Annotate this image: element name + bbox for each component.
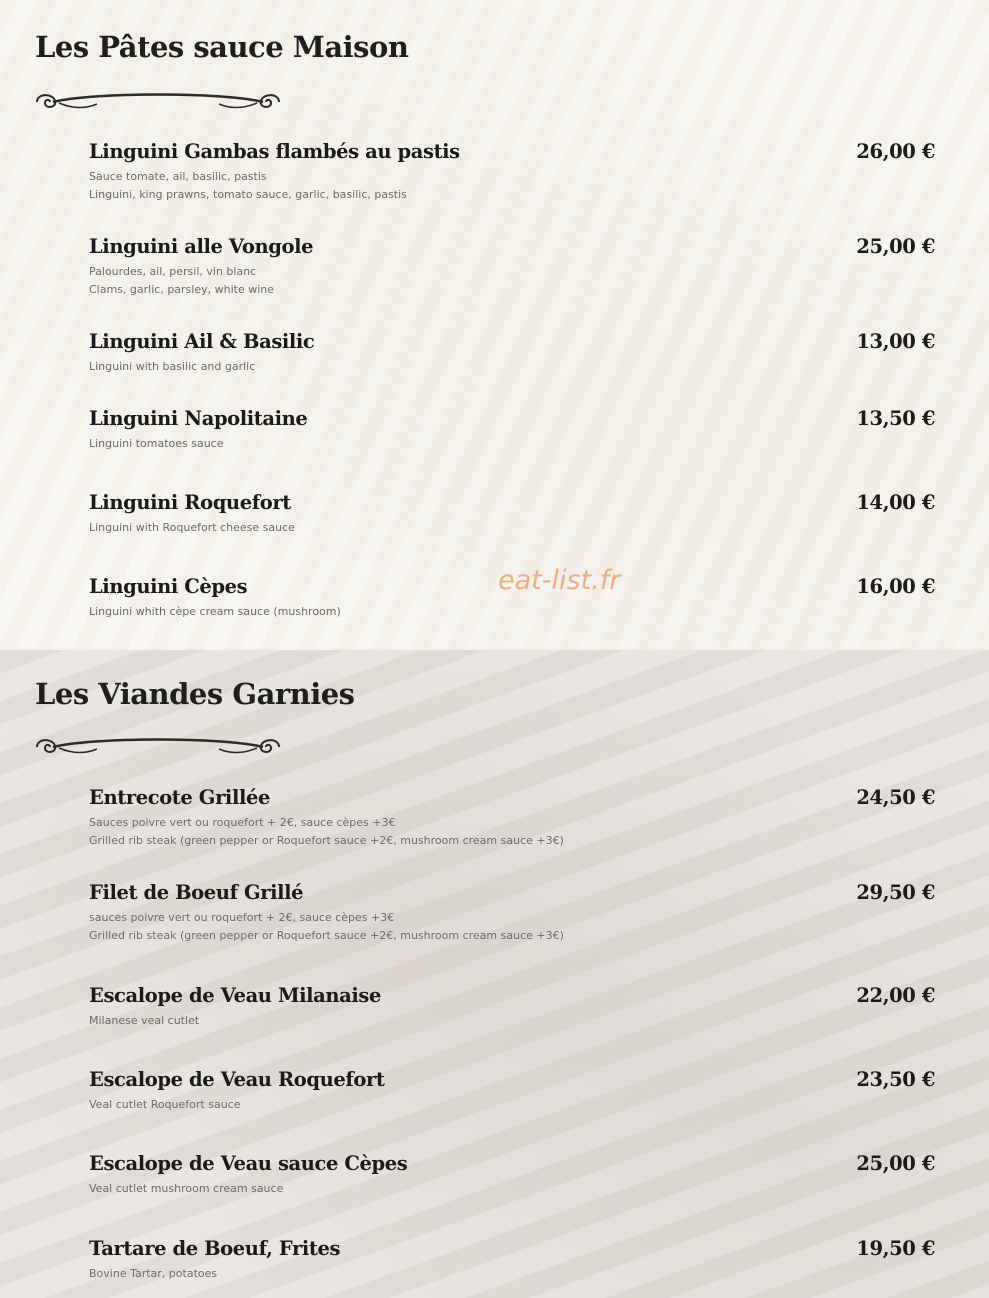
dish-name: Escalope de Veau Milanaise [89,984,382,1007]
dish-description-en: Grilled rib steak (green pepper or Roquefort sauce +2€, mushroom cream sauce +3€) [89,834,564,847]
dish-description: Sauces poivre vert ou roquefort + 2€, sauce cèpes +3€ [89,816,396,829]
menu-item [89,140,935,204]
menu-item [89,786,935,850]
dish-price: 19,50 € [856,1237,935,1260]
dish-price: 16,00 € [856,575,935,598]
dish-description: Bovine Tartar, potatoes [89,1267,218,1280]
dish-description-en: Grilled rib steak (green pepper or Roquefort sauce +2€, mushroom cream sauce +3€) [89,929,564,942]
dish-price: 23,50 € [856,1068,935,1091]
dish-name: Filet de Boeuf Grillé [89,881,304,904]
dish-name: Linguini Ail & Basilic [89,330,315,353]
dish-description: Milanese veal cutlet [89,1014,200,1027]
dish-price: 22,00 € [856,984,935,1007]
dish-name: Entrecote Grillée [89,786,270,809]
dish-description: Linguini tomatoes sauce [89,437,224,450]
menu-item [89,1068,935,1114]
dish-name: Escalope de Veau Roquefort [89,1068,385,1091]
dish-name: Linguini Gambas flambés au pastis [89,140,460,163]
dish-name: Linguini alle Vongole [89,235,314,258]
dish-description: Palourdes, ail, persil, vin blanc [89,265,257,278]
dish-price: 29,50 € [856,881,935,904]
ornament-divider-icon [33,89,283,115]
dish-description: Veal cutlet Roquefort sauce [89,1098,241,1111]
menu-item [89,984,935,1030]
dish-description-en: Clams, garlic, parsley, white wine [89,283,275,296]
menu-item [89,407,935,453]
dish-description: Linguini with Roquefort cheese sauce [89,521,295,534]
dish-description-en: Linguini, king prawns, tomato sauce, garlic, basilic, pastis [89,188,407,201]
dish-name: Linguini Napolitaine [89,407,308,430]
dish-price: 25,00 € [856,235,935,258]
section-title: Les Pâtes sauce Maison [35,30,409,64]
dish-description: sauces poivre vert ou roquefort + 2€, sauce cèpes +3€ [89,911,395,924]
dish-price: 24,50 € [856,786,935,809]
dish-description: Linguini with basilic and garlic [89,360,256,373]
menu-item [89,330,935,376]
dish-name: Linguini Roquefort [89,491,291,514]
section-title: Les Viandes Garnies [35,677,355,711]
dish-price: 26,00 € [856,140,935,163]
ornament-divider-icon [33,734,283,760]
dish-name: Linguini Cèpes [89,575,248,598]
menu-item [89,491,935,537]
dish-name: Tartare de Boeuf, Frites [89,1237,341,1260]
dish-description: Linguini whith cèpe cream sauce (mushroom) [89,605,341,618]
menu-item [89,1152,935,1198]
dish-price: 13,00 € [856,330,935,353]
watermark: eat-list.fr [498,565,621,596]
menu-item [89,1237,935,1283]
dish-description: Veal cutlet mushroom cream sauce [89,1182,284,1195]
dish-name: Escalope de Veau sauce Cèpes [89,1152,408,1175]
meat-section [0,650,989,1298]
dish-price: 13,50 € [856,407,935,430]
dish-description: Sauce tomate, ail, basilic, pastis [89,170,267,183]
dish-price: 25,00 € [856,1152,935,1175]
dish-price: 14,00 € [856,491,935,514]
menu-item [89,881,935,945]
menu-item [89,235,935,299]
